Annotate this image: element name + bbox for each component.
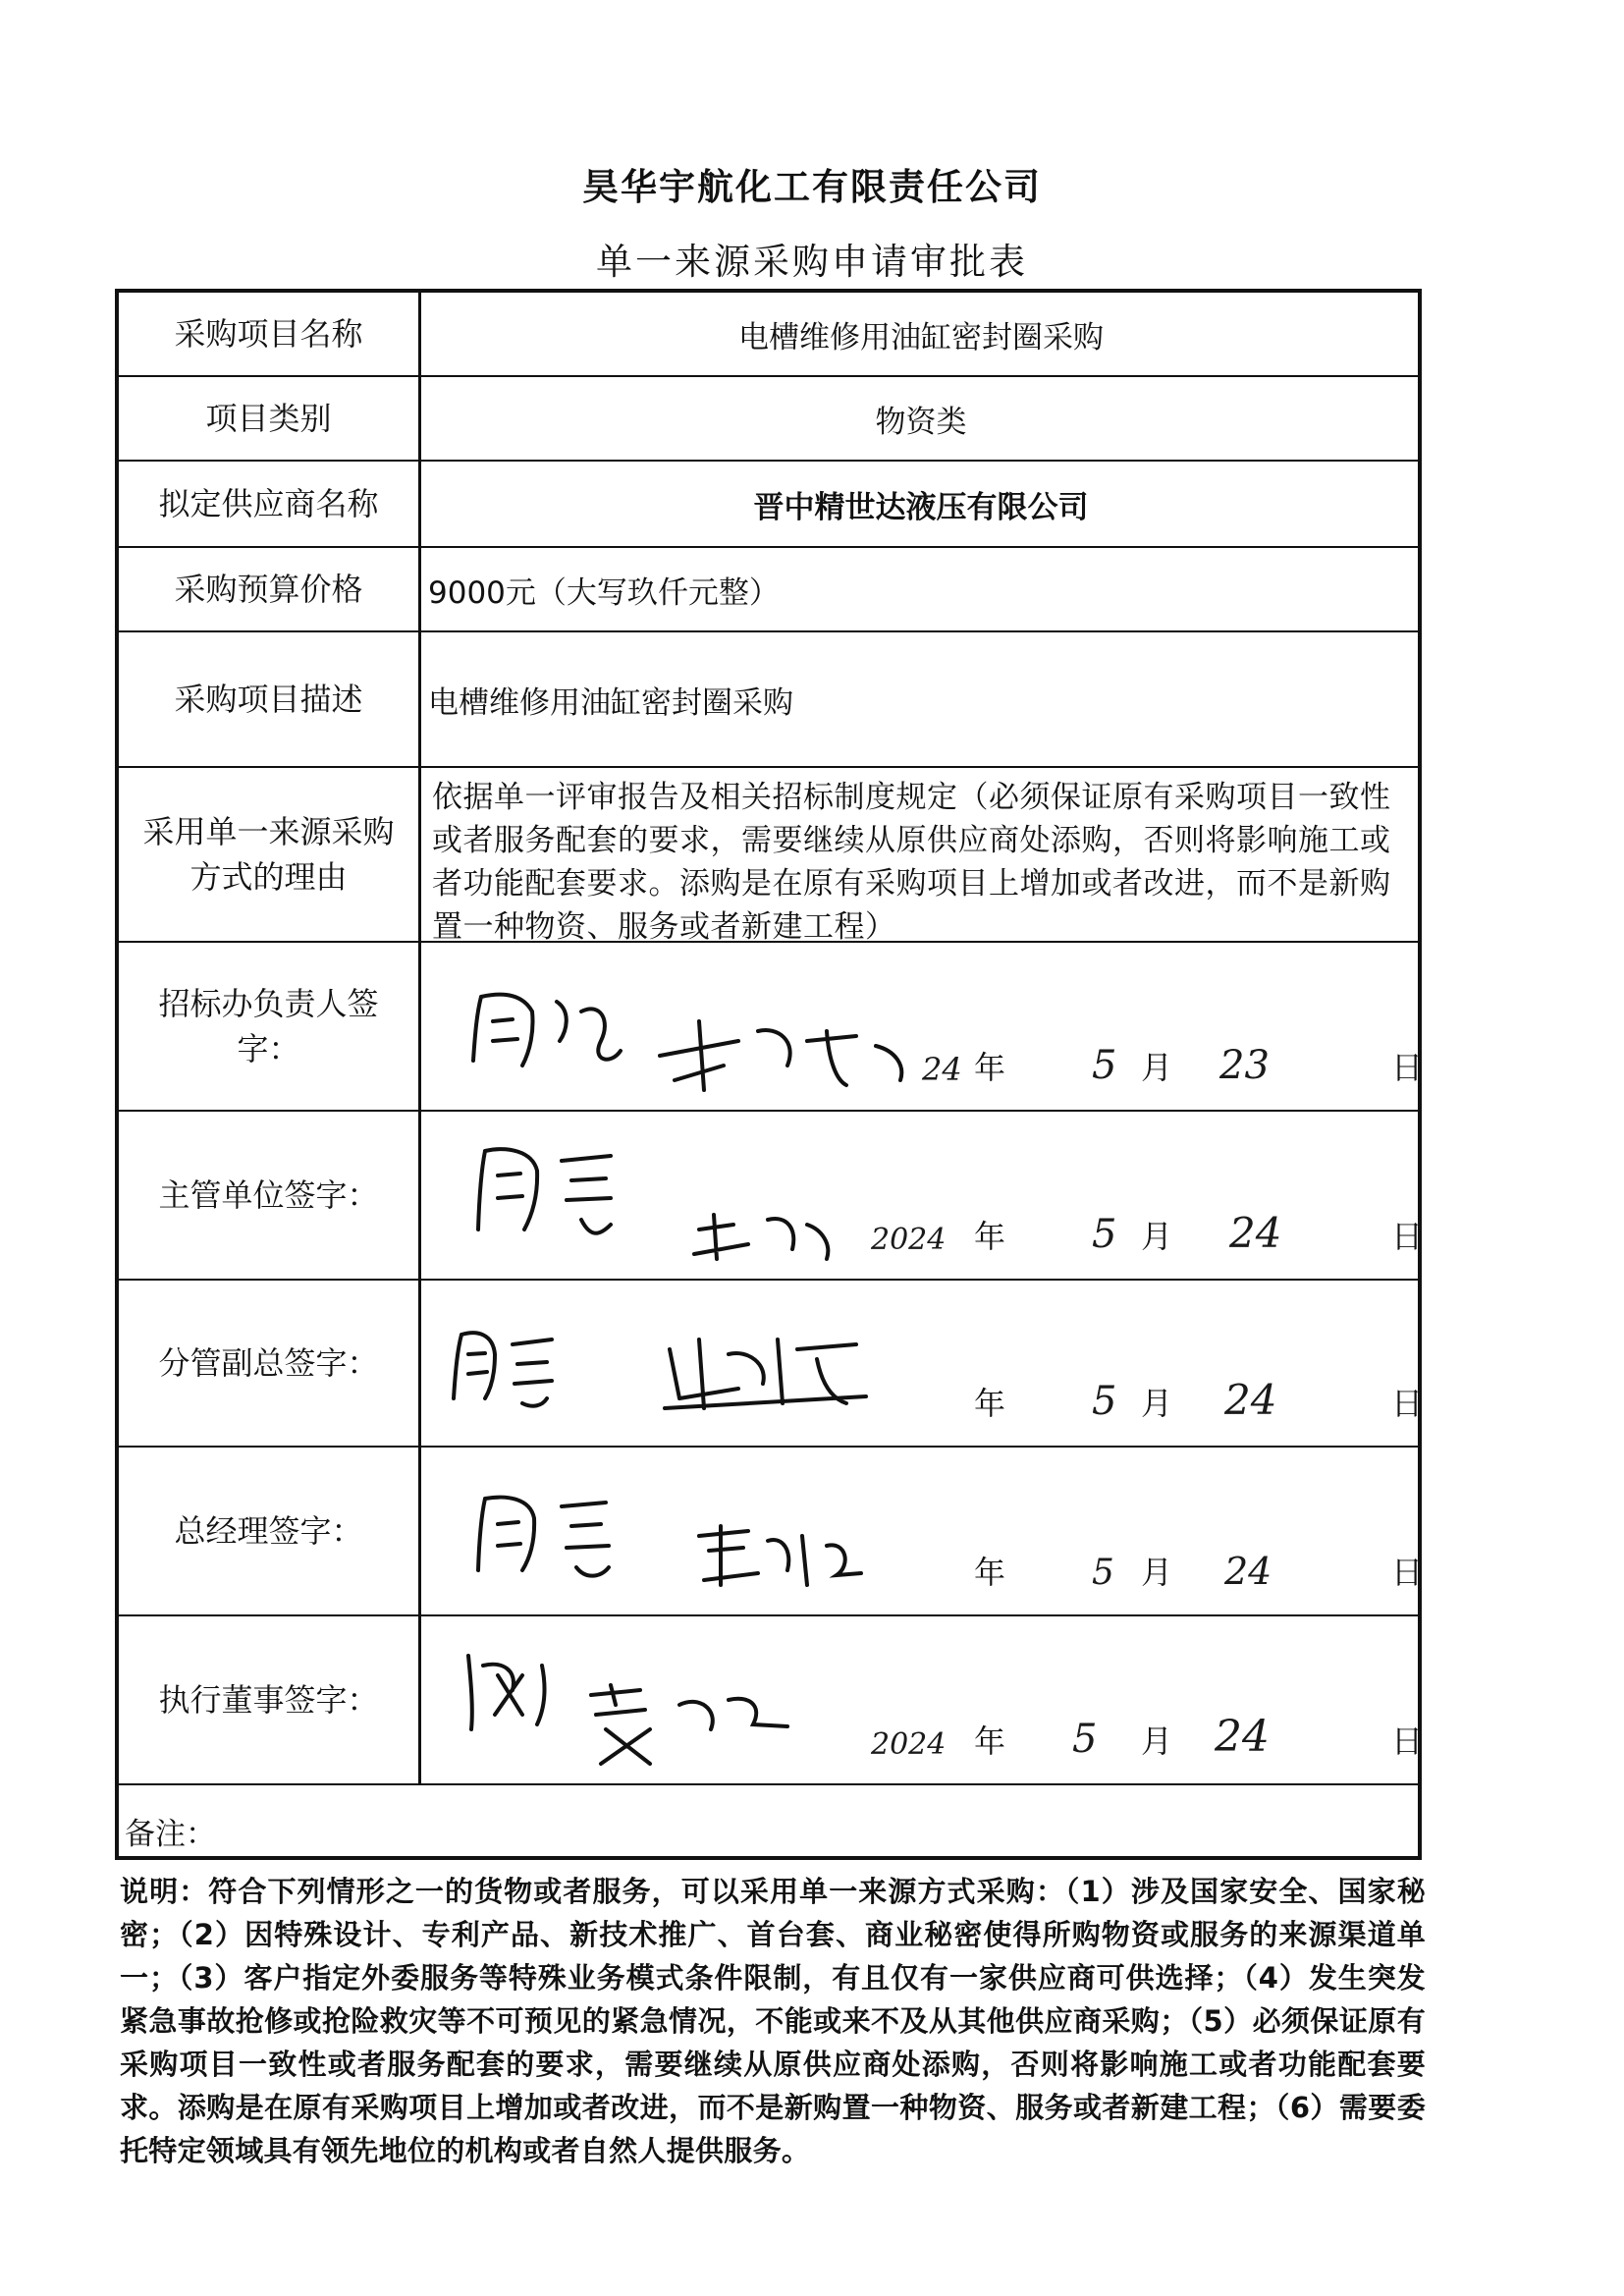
month-value-1: 5 <box>1092 1043 1117 1088</box>
row-project-name <box>119 293 1418 377</box>
label-project-name: 采购项目名称 <box>119 293 421 375</box>
explanatory-note: 说明：符合下列情形之一的货物或者服务，可以采用单一来源方式采购：（1）涉及国家安全、国家秘密；（2）因特殊设计、专利产品、新技术推广、首台套、商业秘密使得所购物资或服务的来源渠道单一；（3）客户指定外委服务等特殊业务模式条件限制，有且仅有一家供应商可供选择；（4）发生突发紧急事故抢修或抢险救灾等不可预见的紧急情况，不能或来不及从其他供应商采购；（5）必须保证原有采购项目一致性或者服务配套的要求，需要继续从原供应商处添购，否则将影响施工或者功能配套要求。添购是在原有采购项目上增加或者改进，而不是新购置一种物资、服务或者新建工程；（6）需要委托特定领域具有领先地位的机构或者自然人提供服务。 <box>120 1875 1426 2167</box>
signature-area-supervisor-unit <box>424 1112 1424 1279</box>
value-description: 电槽维修用油缸密封圈采购 <box>428 684 793 721</box>
signature-area-executive-director <box>424 1616 1424 1783</box>
year-unit-5: 年 <box>974 1722 1006 1760</box>
form-title: 单一来源采购申请审批表 <box>596 241 1028 283</box>
label-signature-executive-director: 执行董事签字： <box>119 1616 421 1783</box>
value-project-name: 电槽维修用油缸密封圈采购 <box>738 319 1104 355</box>
row-description <box>119 632 1418 768</box>
approval-form-table <box>115 289 1422 1860</box>
label-signature-supervisor-unit: 主管单位签字： <box>119 1112 421 1279</box>
label-budget: 采购预算价格 <box>119 548 421 630</box>
label-signature-deputy-gm: 分管副总签字： <box>119 1281 421 1446</box>
company-name: 昊华宇航化工有限责任公司 <box>582 166 1042 208</box>
day-unit-1: 日 <box>1391 1049 1424 1086</box>
row-signature-supervisor-unit <box>119 1112 1424 1281</box>
value-category: 物资类 <box>875 404 967 440</box>
label-description: 采购项目描述 <box>119 632 421 766</box>
label-signature-bidding-office: 招标办负责人签字： <box>119 943 421 1110</box>
handwritten-signature-supervisor-unit <box>463 1131 876 1269</box>
month-unit-4: 月 <box>1141 1554 1173 1591</box>
month-value-5: 5 <box>1072 1717 1098 1762</box>
month-unit-5: 月 <box>1141 1722 1173 1760</box>
day-value-2: 24 <box>1229 1209 1282 1257</box>
value-budget: 9000元（大写玖仟元整） <box>428 574 780 611</box>
row-remark <box>119 1799 1418 1856</box>
year-value-1: 24 <box>922 1051 962 1088</box>
signature-area-bidding-office <box>424 943 1424 1110</box>
label-supplier: 拟定供应商名称 <box>119 462 421 546</box>
month-value-4: 5 <box>1092 1553 1114 1593</box>
day-unit-3: 日 <box>1391 1385 1424 1422</box>
month-unit-1: 月 <box>1141 1049 1173 1086</box>
day-unit-5: 日 <box>1391 1722 1424 1760</box>
month-unit-3: 月 <box>1141 1385 1173 1422</box>
day-unit-4: 日 <box>1391 1554 1424 1591</box>
row-category <box>119 377 1418 462</box>
label-remark: 备注： <box>125 1817 216 1852</box>
day-unit-2: 日 <box>1391 1218 1424 1255</box>
year-unit-4: 年 <box>974 1554 1006 1591</box>
value-supplier: 晋中精世达液压有限公司 <box>753 489 1089 525</box>
label-reason: 采用单一来源采购方式的理由 <box>119 768 421 941</box>
row-reason <box>119 768 1418 943</box>
row-budget <box>119 548 1418 632</box>
year-value-2: 2024 <box>871 1223 947 1257</box>
label-category: 项目类别 <box>119 377 421 460</box>
year-unit-3: 年 <box>974 1385 1006 1422</box>
month-value-3: 5 <box>1092 1379 1117 1424</box>
signature-area-general-manager <box>424 1448 1424 1614</box>
day-value-1: 23 <box>1219 1043 1270 1088</box>
year-unit-2: 年 <box>974 1218 1006 1255</box>
signature-area-deputy-gm <box>424 1281 1424 1446</box>
row-signature-executive-director <box>119 1616 1424 1785</box>
month-unit-2: 月 <box>1141 1218 1173 1255</box>
handwritten-signature-general-manager <box>463 1477 935 1605</box>
year-unit-1: 年 <box>974 1049 1006 1086</box>
day-value-5: 24 <box>1215 1712 1270 1762</box>
row-signature-general-manager <box>119 1448 1424 1616</box>
value-reason: 依据单一评审报告及相关招标制度规定（必须保证原有采购项目一致性或者服务配套的要求，需要继续从原供应商处添购，否则将影响施工或者功能配套要求。添购是在原有采购项目上增加或者改进，而不是新购置一种物资、服务或者新建工程） <box>432 780 1391 945</box>
handwritten-signature-deputy-gm <box>444 1310 935 1428</box>
row-signature-bidding-office <box>119 943 1424 1112</box>
handwritten-signature-executive-director <box>454 1636 905 1774</box>
year-value-5: 2024 <box>871 1727 947 1762</box>
month-value-2: 5 <box>1092 1212 1117 1257</box>
row-supplier <box>119 462 1418 548</box>
row-signature-deputy-gm <box>119 1281 1424 1448</box>
label-signature-general-manager: 总经理签字： <box>119 1448 421 1614</box>
day-value-4: 24 <box>1224 1550 1272 1593</box>
day-value-3: 24 <box>1224 1376 1277 1424</box>
